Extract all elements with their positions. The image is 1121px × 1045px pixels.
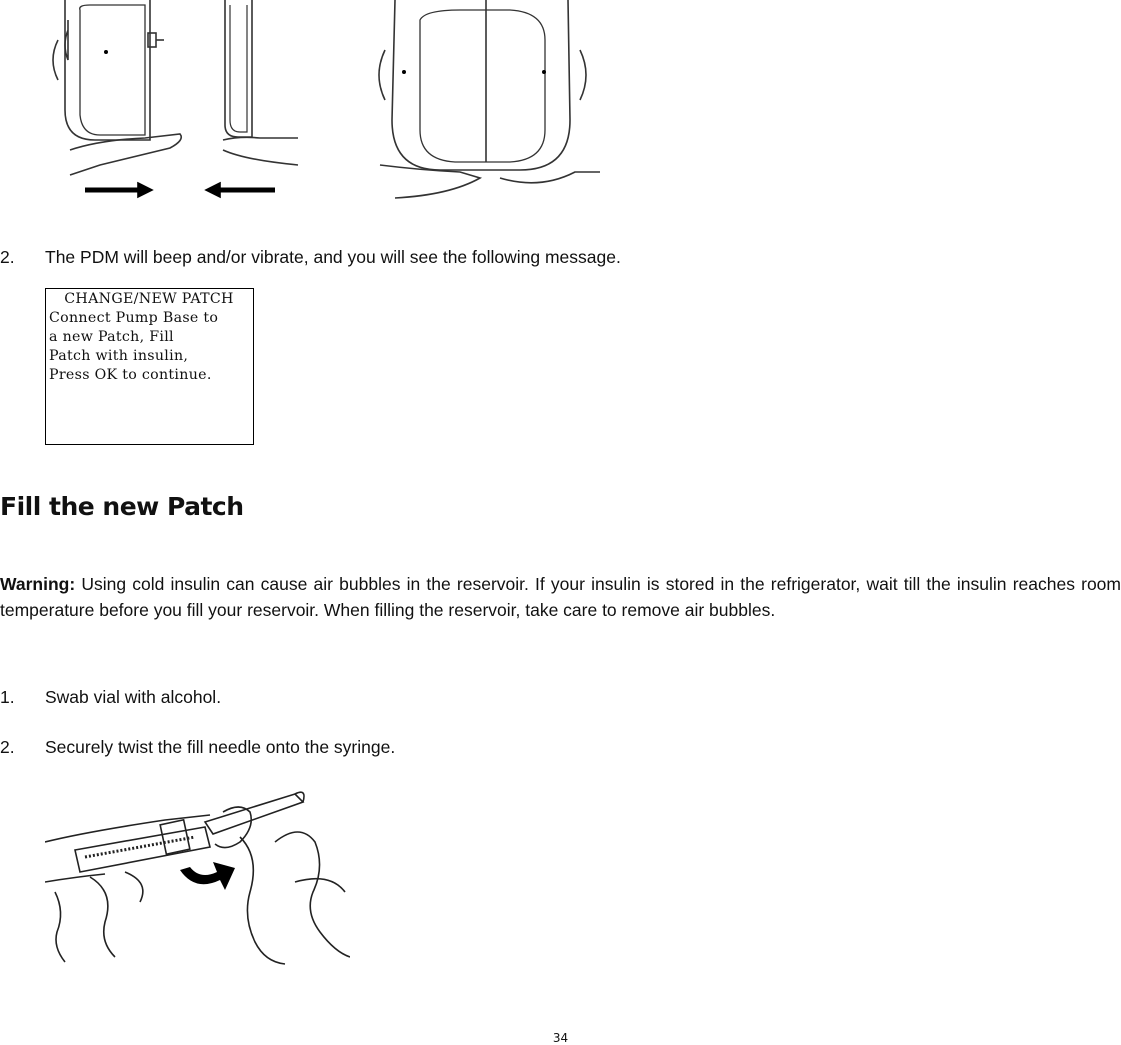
pdm-screen-line: Patch with insulin, bbox=[49, 348, 189, 364]
pump-base-connect-illustration bbox=[40, 0, 600, 210]
pdm-screen-title: CHANGE/NEW PATCH bbox=[64, 291, 234, 307]
pdm-screen-line: Connect Pump Base to bbox=[49, 310, 219, 326]
warning-paragraph bbox=[0, 571, 1121, 623]
step-number: 1. bbox=[0, 687, 15, 707]
step-text: Securely twist the fill needle onto the syringe. bbox=[45, 737, 396, 757]
step-number: 2. bbox=[0, 247, 15, 267]
step-2-twist-needle bbox=[0, 736, 395, 758]
step-2-beep bbox=[0, 246, 621, 268]
warning-label: Warning: bbox=[0, 574, 76, 594]
warning-text: Using cold insulin can cause air bubbles in the reservoir. If your insulin is stored in the refrigerator, wait till the insulin reaches room temperature before you fill your reservoir. When filling the reservoir, take care to remove air bubbles. bbox=[0, 574, 1121, 620]
step-1-swab bbox=[0, 686, 221, 708]
syringe-fill-needle-illustration bbox=[45, 782, 350, 967]
step-number: 2. bbox=[0, 737, 15, 757]
section-heading: Fill the new Patch bbox=[0, 492, 244, 521]
page-number: 34 bbox=[552, 1031, 569, 1045]
pdm-screen-message bbox=[45, 288, 254, 445]
step-text: Swab vial with alcohol. bbox=[45, 687, 222, 707]
step-text: The PDM will beep and/or vibrate, and you will see the following message. bbox=[45, 247, 621, 267]
pdm-screen-line: Press OK to continue. bbox=[49, 367, 212, 383]
pdm-screen-line: a new Patch, Fill bbox=[49, 329, 174, 345]
